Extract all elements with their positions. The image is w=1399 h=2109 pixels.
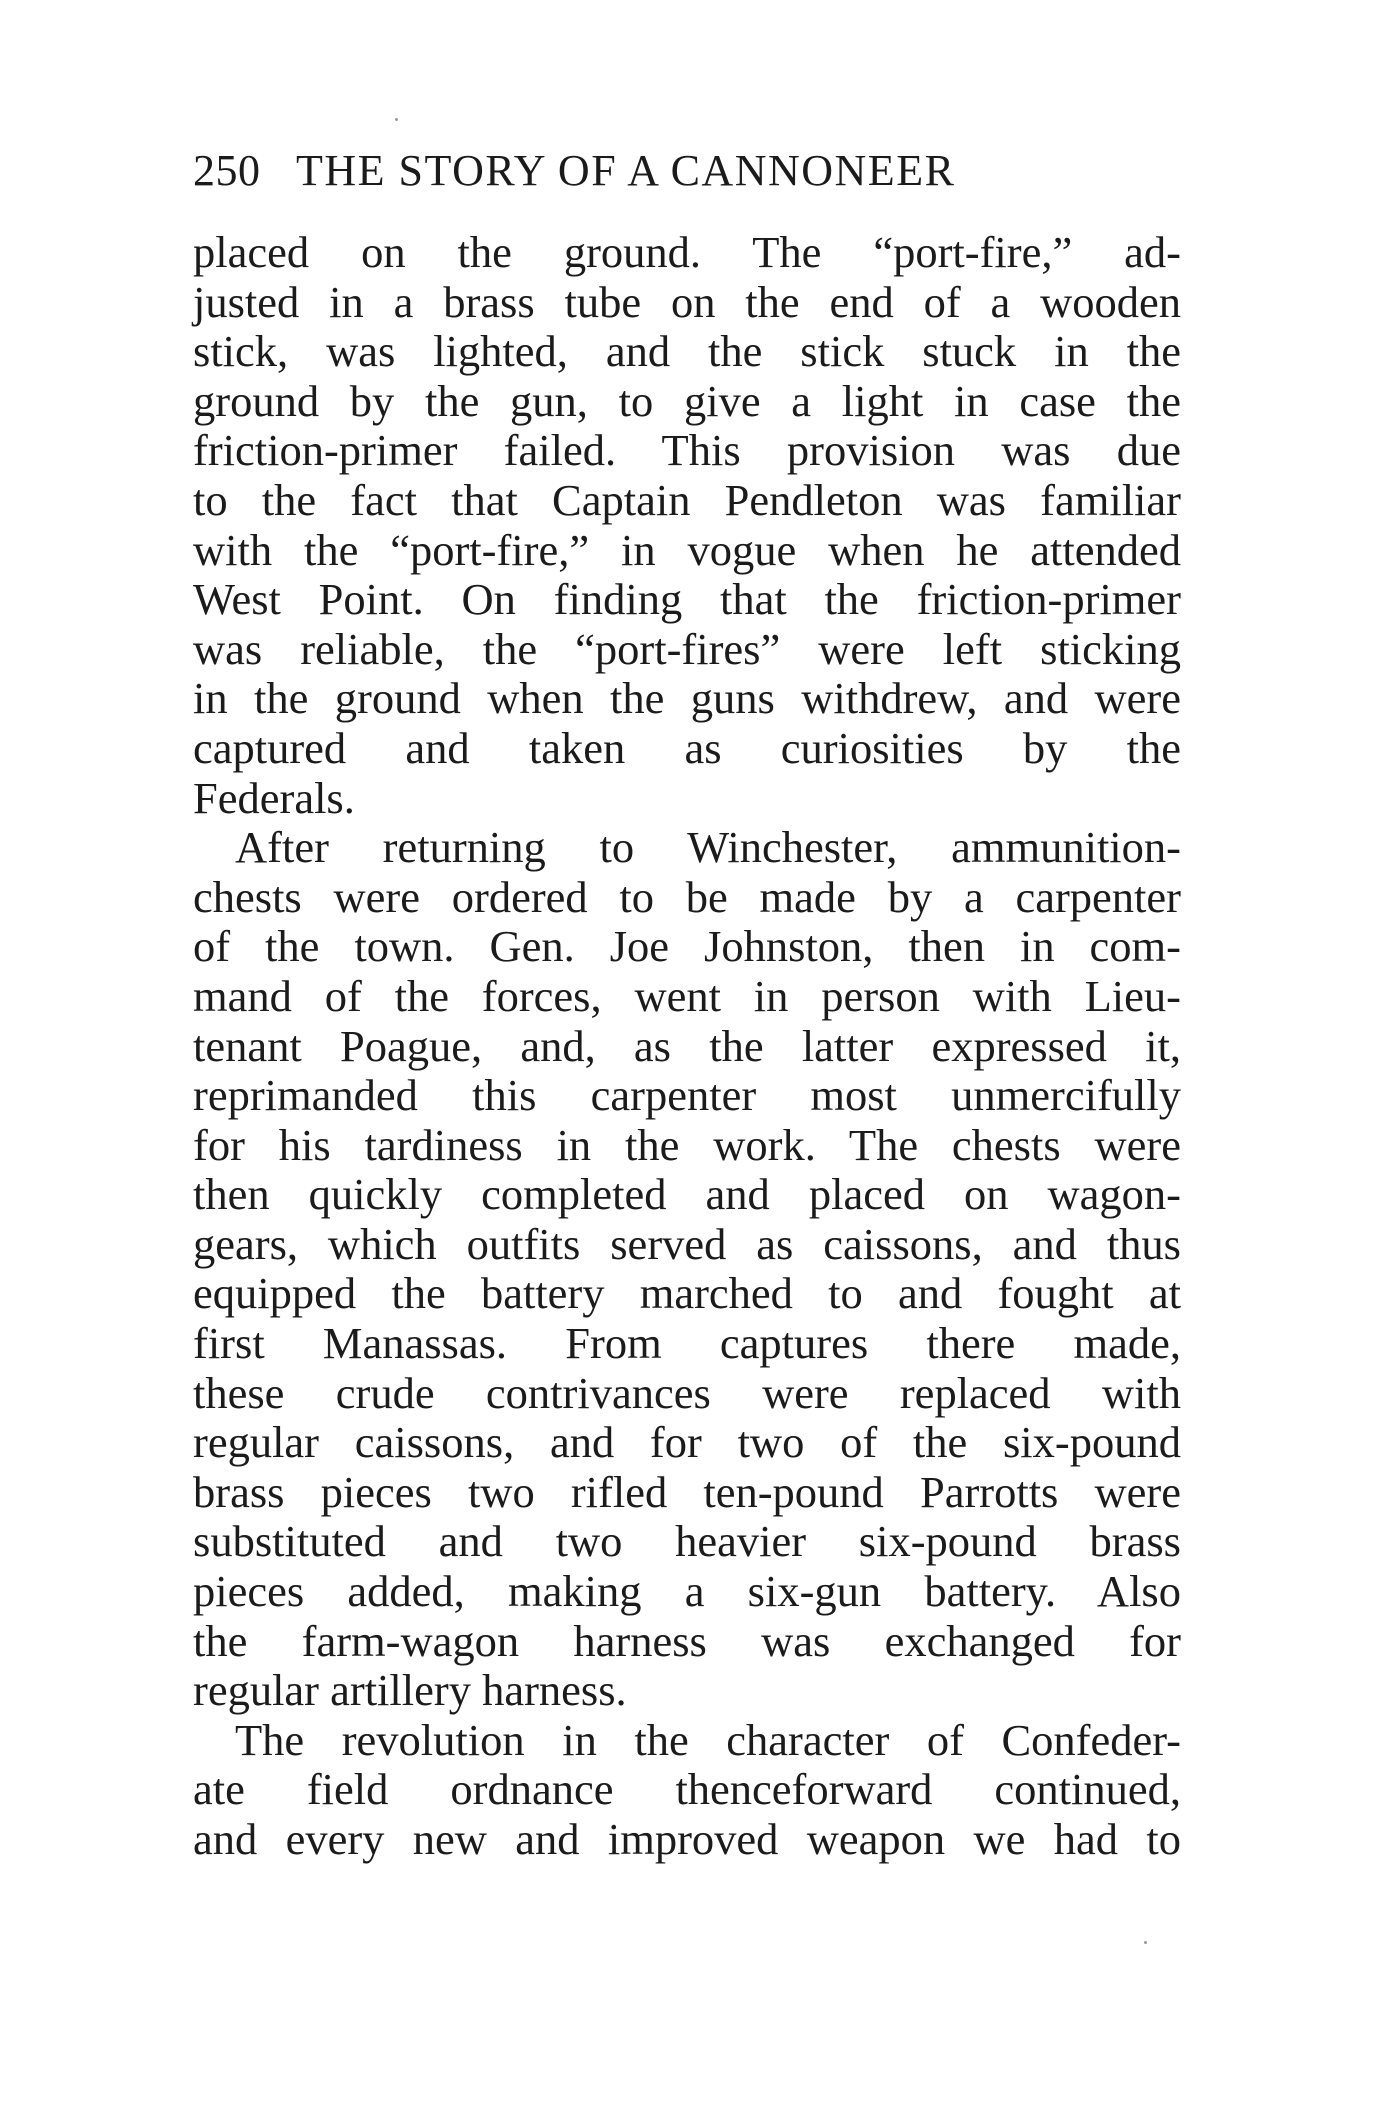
running-title: THE STORY OF A CANNONEER (296, 146, 956, 195)
text-line: tenant Poague, and, as the latter expressed it, (193, 1020, 1181, 1071)
scan-speck (1144, 1941, 1147, 1944)
paragraph-2 (193, 823, 1181, 1716)
text-line: justed in a brass tube on the end of a wooden (193, 276, 1181, 327)
text-line: of the town. Gen. Joe Johnston, then in com- (193, 921, 1181, 972)
text-line: for his tardiness in the work. The chests were (193, 1119, 1181, 1170)
text-line: substituted and two heavier six-pound brass (193, 1516, 1181, 1567)
text-line: to the fact that Captain Pendleton was familiar (193, 474, 1181, 525)
text-line: and every new and improved weapon we had to (193, 1814, 1181, 1864)
text-line: gears, which outfits served as caissons, and thus (193, 1218, 1181, 1269)
text-line: captured and taken as curiosities by the (193, 722, 1181, 773)
text-line: regular artillery harness. (193, 1665, 627, 1716)
text-line: chests were ordered to be made by a carpenter (193, 871, 1181, 922)
text-line: then quickly completed and placed on wagon- (193, 1169, 1181, 1220)
text-line: regular caissons, and for two of the six-pound (193, 1417, 1181, 1468)
text-line: ground by the gun, to give a light in case the (193, 375, 1181, 426)
text-line: ate field ordnance thenceforward continued, (193, 1764, 1181, 1815)
page-number: 250 (193, 146, 261, 195)
text-line: with the “port-fire,” in vogue when he attended (193, 524, 1181, 575)
text-line: placed on the ground. The “port-fire,” ad- (193, 227, 1181, 277)
scan-speck (395, 118, 398, 121)
text-line: mand of the forces, went in person with Lieu- (193, 970, 1181, 1021)
text-line: After returning to Winchester, ammunition- (235, 822, 1181, 873)
text-line: pieces added, making a six-gun battery. Also (193, 1566, 1181, 1617)
text-line: in the ground when the guns withdrew, and were (193, 673, 1181, 724)
running-header (193, 145, 1193, 197)
text-line: first Manassas. From captures there made, (193, 1318, 1181, 1369)
text-line: these crude contrivances were replaced with (193, 1367, 1181, 1418)
body-text (193, 228, 1181, 1865)
text-line: the farm-wagon harness was exchanged for (193, 1615, 1181, 1666)
text-line: was reliable, the “port-fires” were left sticking (193, 623, 1181, 674)
paragraph-1 (193, 228, 1181, 823)
paragraph-3 (193, 1716, 1181, 1865)
text-line: stick, was lighted, and the stick stuck in the (193, 326, 1181, 377)
text-line: Federals. (193, 772, 355, 823)
text-line: reprimanded this carpenter most unmercifully (193, 1070, 1181, 1121)
text-line: The revolution in the character of Confeder- (235, 1714, 1181, 1765)
text-line: brass pieces two rifled ten-pound Parrotts were (193, 1466, 1181, 1517)
text-line: equipped the battery marched to and fought at (193, 1268, 1181, 1319)
text-line: West Point. On finding that the friction-primer (193, 574, 1181, 625)
text-line: friction-primer failed. This provision was due (193, 425, 1181, 476)
